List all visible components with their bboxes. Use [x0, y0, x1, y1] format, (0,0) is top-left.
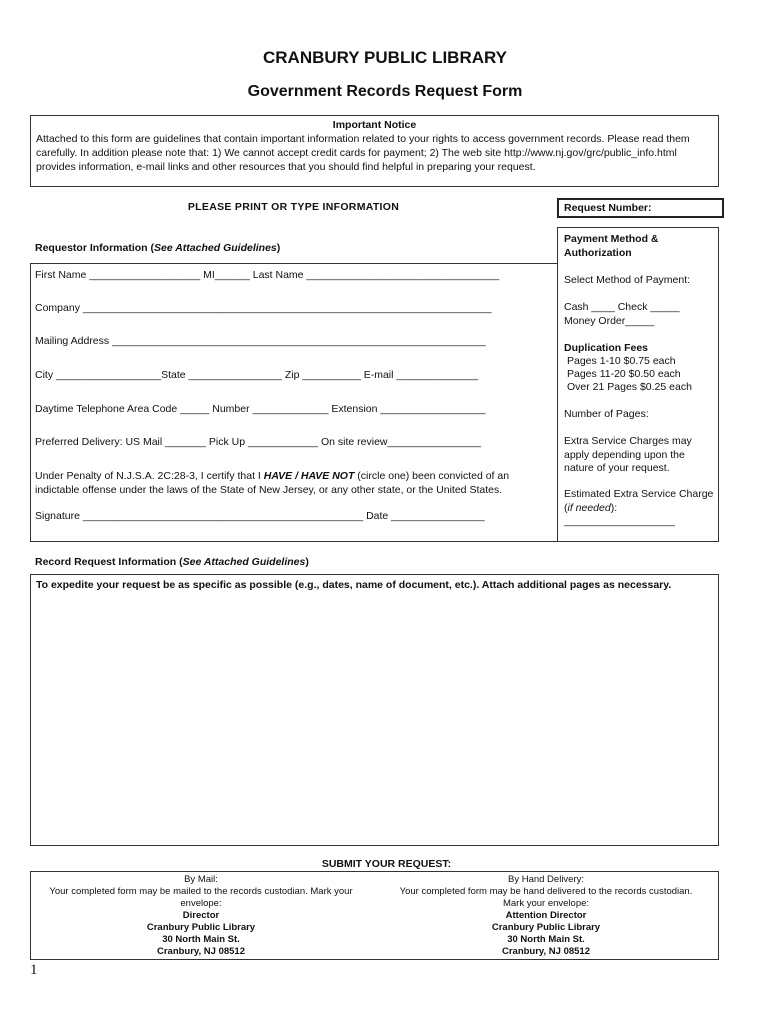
payment-heading: Payment Method & Authorization	[564, 233, 659, 259]
form-subtitle: Government Records Request Form	[247, 83, 523, 100]
estimated-extra-charge-label: Estimated Extra Service Charge (if needed):	[564, 488, 714, 514]
by-mail-column	[31, 874, 371, 958]
by-hand-addr3: 30 North Main St.	[507, 934, 585, 945]
notice-text: Attached to this form are guidelines that contain important information related to your rights to access government records. Please read them carefully. In addition please note that: 1) We cannot accept credit cards for payment; 2) The web site http://www.nj.gov/grc/public_info.html provides information, e-mail links and other resources that you should find helpful in preparing your request.	[36, 133, 690, 173]
estimated-charge-line[interactable]: ___________________	[564, 515, 675, 527]
record-instructions: To expedite your request be as specific as possible (e.g., dates, name of document, etc.). Attach additional pages as necessary.	[36, 579, 672, 591]
by-hand-addr1: Attention Director	[505, 910, 587, 921]
money-order-line[interactable]: Money Order_____	[564, 315, 655, 327]
by-hand-addr4: Cranbury, NJ 08512	[501, 946, 590, 957]
duplication-fees-heading: Duplication Fees	[564, 342, 649, 354]
submit-box	[30, 871, 719, 960]
by-mail-text: Your completed form may be mailed to the records custodian. Mark your envelope:	[49, 886, 353, 909]
notice-heading: Important Notice	[332, 119, 417, 131]
telephone-line[interactable]: Daytime Telephone Area Code _____ Number _____________ Extension __________________	[35, 403, 486, 415]
by-mail-addr2: Cranbury Public Library	[146, 922, 256, 933]
fee-tier-1: Pages 1-10 $0.75 each	[567, 355, 676, 367]
page-number: 1	[30, 962, 38, 978]
record-section-label: Record Request Information (See Attached Guidelines)	[35, 556, 309, 568]
city-state-zip-line[interactable]: City __________________State ________________ Zip __________ E-mail ______________	[35, 369, 479, 381]
fee-tier-3: Over 21 Pages $0.25 each	[567, 381, 692, 393]
by-hand-addr2: Cranbury Public Library	[491, 922, 601, 933]
mailing-address-line[interactable]: Mailing Address ________________________________________________________________	[35, 335, 486, 347]
first-name-line[interactable]: First Name ___________________ MI______ Last Name _________________________________	[35, 269, 500, 281]
important-notice-box	[30, 115, 719, 187]
company-line[interactable]: Company ______________________________________________________________________	[35, 302, 492, 314]
penalty-certification: Under Penalty of N.J.S.A. 2C:28-3, I certify that I HAVE / HAVE NOT (circle one) been convicted of an indictable offense under the laws of the State of New Jersey, or any other state, or the United States.	[35, 470, 510, 496]
payment-box	[557, 227, 719, 542]
requestor-section-label: Requestor Information (See Attached Guidelines)	[35, 242, 281, 254]
by-mail-title: By Mail:	[184, 874, 218, 885]
by-hand-text2: Mark your envelope:	[502, 898, 590, 909]
submit-heading: SUBMIT YOUR REQUEST:	[321, 858, 452, 870]
by-mail-addr1: Director	[182, 910, 220, 921]
print-instructions: PLEASE PRINT OR TYPE INFORMATION	[187, 201, 400, 213]
number-of-pages-field[interactable]: Number of Pages:	[564, 408, 649, 420]
fee-tier-2: Pages 11-20 $0.50 each	[567, 368, 681, 380]
cash-check-line[interactable]: Cash ____ Check _____	[564, 301, 680, 313]
signature-line[interactable]: Signature ________________________________________________ Date ________________	[35, 510, 485, 522]
extra-charges-note: Extra Service Charges may apply depending upon the nature of your request.	[564, 435, 692, 474]
page-title: CRANBURY PUBLIC LIBRARY	[263, 48, 507, 67]
by-hand-title: By Hand Delivery:	[507, 874, 585, 885]
payment-select-label: Select Method of Payment:	[564, 274, 691, 286]
request-number-field[interactable]: Request Number:	[557, 198, 724, 218]
record-request-box[interactable]	[30, 574, 719, 846]
by-hand-column	[376, 874, 716, 958]
by-hand-text: Your completed form may be hand delivered to the records custodian.	[399, 886, 693, 897]
by-mail-addr3: 30 North Main St.	[162, 934, 240, 945]
preferred-delivery-line[interactable]: Preferred Delivery: US Mail _______ Pick Up ____________ On site review________________	[35, 436, 481, 448]
by-mail-addr4: Cranbury, NJ 08512	[156, 946, 245, 957]
